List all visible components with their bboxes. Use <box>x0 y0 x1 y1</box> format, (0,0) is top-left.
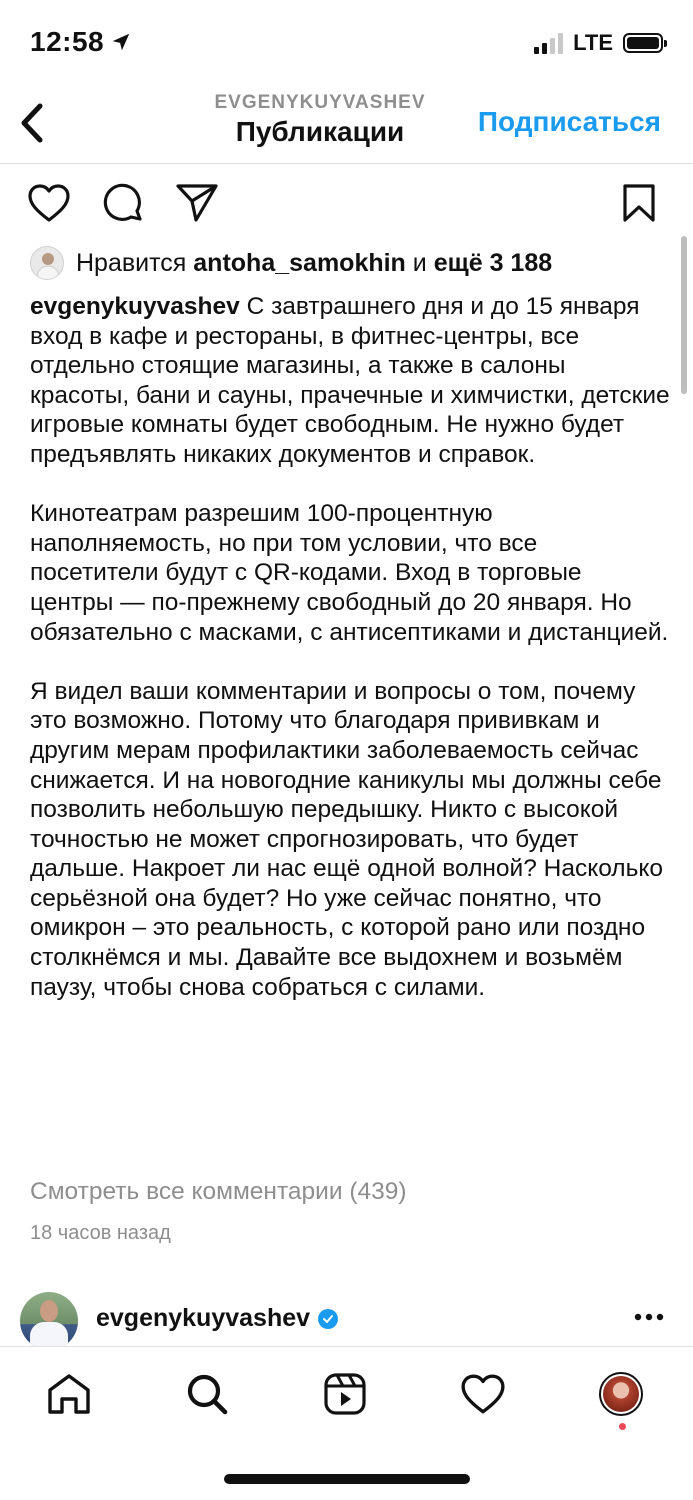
share-button[interactable] <box>174 180 220 226</box>
post-caption <box>30 292 670 1032</box>
heart-icon <box>27 183 71 223</box>
scrollbar[interactable] <box>681 236 687 394</box>
network-label: LTE <box>573 30 613 55</box>
bookmark-icon <box>621 183 657 223</box>
view-comments-link[interactable]: Смотреть все комментарии (439) <box>30 1178 407 1205</box>
location-arrow-icon <box>110 31 132 53</box>
comment-icon <box>102 182 144 224</box>
tab-reels[interactable] <box>318 1367 372 1421</box>
home-indicator <box>224 1474 470 1484</box>
liker-avatar <box>30 246 64 280</box>
status-indicators <box>534 30 663 56</box>
comment-button[interactable] <box>100 180 146 226</box>
next-post-username: evgenykuyvashev <box>96 1304 311 1332</box>
status-time: 12:58 <box>30 26 105 57</box>
next-post-author[interactable] <box>96 1304 338 1333</box>
battery-icon <box>623 33 663 53</box>
tab-home[interactable] <box>42 1367 96 1421</box>
caption-paragraph: Я видел ваши комментарии и вопросы о том, почему это возможно. Потому что благодаря прививкам и другим мерам профилактики заболеваемость сейчас снижается. И на новогодние каникулы мы должны себе позволить небольшую передышку. Никто с высокой точностью не может спрогнозировать, что будет дальше. Накроет ли нас ещё одной волной? Насколько серьёзной она будет? Но уже сейчас понятно, что омикрон – это реальность, с которой рано или поздно столкнёмся и мы. Давайте все выдохнем и возьмём паузу, чтобы снова собраться с силами. <box>30 677 663 1001</box>
caption-paragraph <box>30 292 670 470</box>
caption-text: С завтрашнего дня и до 15 января вход в кафе и рестораны, в фитнес-центры, все отдельно стоящие магазины, а также в салоны красоты, бани и сауны, прачечные и химчистки, детские игровые комнаты будет свободным. Не нужно будет предъявлять никаких документов и справок. <box>30 293 670 468</box>
next-post-header <box>0 1290 693 1346</box>
likes-count[interactable]: ещё 3 188 <box>433 248 553 277</box>
verified-badge-icon <box>318 1309 338 1329</box>
status-time-group <box>30 26 132 58</box>
status-bar <box>0 0 693 88</box>
tab-activity[interactable] <box>456 1367 510 1421</box>
caption-paragraph: Кинотеатрам разрешим 100-процентную наполняемость, но при том условии, что все посетители будут с QR-кодами. Вход в торговые центры — по-прежнему свободный до 20 января. Но обязательно с масками, с антисептиками и дистанцией. <box>30 500 669 646</box>
subscribe-button[interactable]: Подписаться <box>477 106 661 137</box>
chevron-left-icon <box>18 103 46 143</box>
notification-dot <box>619 1423 626 1430</box>
heart-icon <box>460 1373 506 1415</box>
avatar[interactable] <box>20 1292 78 1350</box>
profile-avatar <box>599 1372 643 1416</box>
save-button[interactable] <box>616 180 662 226</box>
page-header <box>0 88 693 164</box>
likes-text <box>76 249 552 278</box>
more-dots-icon <box>634 1313 664 1321</box>
header-titles <box>180 92 460 148</box>
home-icon <box>46 1372 92 1416</box>
caption-author[interactable]: evgenykuyvashev <box>30 293 240 320</box>
liker-username[interactable]: antoha_samokhin <box>193 248 406 277</box>
reels-icon <box>323 1372 367 1416</box>
search-icon <box>185 1372 229 1416</box>
likes-connector: и <box>412 248 427 277</box>
like-button[interactable] <box>26 180 72 226</box>
header-username: EVGENYKUYVASHEV <box>214 92 426 113</box>
tab-profile[interactable] <box>594 1367 648 1421</box>
likes-prefix: Нравится <box>76 248 187 277</box>
signal-icon <box>534 32 563 54</box>
more-options-button[interactable] <box>631 1302 667 1332</box>
tab-search[interactable] <box>180 1367 234 1421</box>
likes-summary[interactable] <box>30 246 552 280</box>
paper-plane-icon <box>175 182 219 224</box>
post-timestamp: 18 часов назад <box>30 1222 171 1244</box>
page-title: Публикации <box>235 116 405 147</box>
back-button[interactable] <box>12 98 52 148</box>
post-actions <box>0 176 693 230</box>
